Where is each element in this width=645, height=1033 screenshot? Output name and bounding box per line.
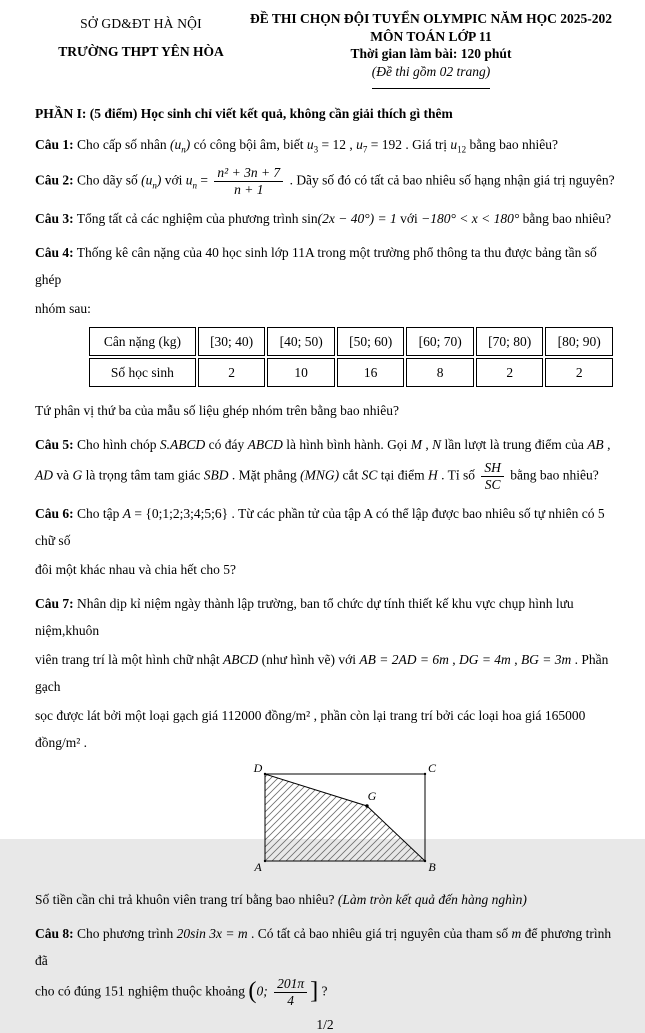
table-value-cell: Số học sinh <box>89 358 196 387</box>
table-header-cell: [50; 60) <box>337 327 405 356</box>
corner-d-dot <box>264 773 266 775</box>
table-value-cell: 16 <box>337 358 405 387</box>
label-b: B <box>428 860 436 874</box>
question-2: Câu 2: Cho dãy số $(u_n)$ với $u_n$ = $\frac{\text{n² + 3n + 7}}{n + 1}$ . Dãy số đó có tất cả bao nhiêu số hạng nhận giá trị nguyên? <box>35 165 615 197</box>
duration-line: Thời gian làm bài: 120 phút <box>350 46 512 61</box>
pages-note: (Đề thi gồm 02 trang) <box>371 63 491 79</box>
question-6-line1: Câu 6: Cho tập A = {0;1;2;3;4;5;6} . Từ các phần tử của tập A có thể lập được bao nhiêu số tự nhiên có 5 chữ số <box>35 506 605 548</box>
question-6-line2: đôi một khác nhau và chia hết cho 5? <box>35 562 236 577</box>
question-5-line2: AD và G là trọng tâm tam giác SBD . Mặt phẳng (MNG) cắt SC tại điểm H . Tỉ số $\frac{SH}{SC}$ bằng bao nhiêu? <box>35 460 599 492</box>
question-4-followup: Tứ phân vị thứ ba của mẫu số liệu ghép nhóm trên bằng bao nhiêu? <box>35 403 400 418</box>
corner-a-dot <box>264 860 266 862</box>
page-header <box>35 10 615 89</box>
weight-frequency-table <box>87 325 615 389</box>
question-7-followup: Số tiền cần chi trả khuôn viên trang trí bằng bao nhiêu? (Làm tròn kết quả đến hàng nghìn) <box>35 892 527 907</box>
table-header-cell: [80; 90) <box>545 327 613 356</box>
table-value-cell: 2 <box>476 358 544 387</box>
department-name: SỞ GD&ĐT HÀ NỘI <box>80 16 202 31</box>
question-7-line2: viên trang trí là một hình chữ nhật ABCD (như hình vẽ) với AB = 2AD = 6m , DG = 4m , BG = 3m . Phần gạch <box>35 652 609 694</box>
table-value-cell: 2 <box>198 358 266 387</box>
question-8-line1: Câu 8: Cho phương trình 20sin 3x = m . Có tất cả bao nhiêu giá trị nguyên của tham số m để phương trình đã <box>35 926 612 968</box>
question-7-line1: Câu 7: Nhân dịp kỉ niệm ngày thành lập trường, ban tổ chức dự tính thiết kế khu vực chụp hình lưu niệm,khuôn <box>35 596 574 638</box>
table-value-cell: 8 <box>406 358 474 387</box>
table-header-cell: Cân nặng (kg) <box>89 327 196 356</box>
divider-rule <box>372 88 490 89</box>
corner-b-dot <box>424 860 426 862</box>
table-header-cell: [40; 50) <box>267 327 335 356</box>
label-a: A <box>254 860 262 874</box>
question-1: Câu 1: Cho cấp số nhân $(u_n)$ có công bội âm, biết $u_3 = 12$ , $u_7 = 192$ . Giá trị $u_{12}$ bằng bao nhiêu? <box>35 137 558 155</box>
question-5-line1: Câu 5: Cho hình chóp S.ABCD có đáy ABCD là hình bình hành. Gọi M , N lần lượt là trung điểm của AB , <box>35 437 611 452</box>
corner-c-dot <box>424 773 426 775</box>
table-header-cell: [70; 80) <box>476 327 544 356</box>
question-8-line2: cho có đúng 151 nghiệm thuộc khoảng (0; $\frac{201\pi}{4}$ ] ? <box>35 976 328 1008</box>
point-g-dot <box>365 804 368 807</box>
rectangle-garden-figure <box>251 763 456 875</box>
part1-heading: PHẦN I: (5 điểm) Học sinh chỉ viết kết quả, không cần giải thích gì thêm <box>35 106 453 121</box>
subject-title: MÔN TOÁN LỚP 11 <box>370 28 492 44</box>
exam-title: ĐỀ THI CHỌN ĐỘI TUYỂN OLYMPIC NĂM HỌC 2025-202 <box>249 11 613 26</box>
table-header-row <box>89 327 613 356</box>
question-4-line2: nhóm sau: <box>35 301 91 316</box>
label-d: D <box>253 761 263 775</box>
header-left-block <box>35 10 247 60</box>
label-g: G <box>367 789 377 803</box>
header-right-block <box>247 10 615 89</box>
question-7-figure <box>251 763 615 879</box>
table-value-row <box>89 358 613 387</box>
school-name: TRƯỜNG THPT YÊN HÒA <box>58 44 224 59</box>
question-4-line1: Câu 4: Thống kê cân nặng của 40 học sinh lớp 11A trong một trường phổ thông ta thu được bảng tần số ghép <box>35 245 597 287</box>
table-header-cell: [60; 70) <box>406 327 474 356</box>
label-c: C <box>427 761 437 775</box>
exam-body <box>35 106 615 1033</box>
table-header-cell: [30; 40) <box>198 327 266 356</box>
question-7-line3: sọc được lát bởi một loại gạch giá 112000 đồng/m² , phần còn lại trang trí bởi các loại hoa giá 165000 đồng/m² . <box>35 708 586 750</box>
question-3: Câu 3: Tổng tất cả các nghiệm của phương trình sin(2x − 40°) = 1 với −180° < x < 180° bằng bao nhiêu? <box>35 211 612 226</box>
hatched-region <box>265 774 425 861</box>
table-value-cell: 2 <box>545 358 613 387</box>
table-value-cell: 10 <box>267 358 335 387</box>
page-number: 1/2 <box>316 1017 334 1032</box>
